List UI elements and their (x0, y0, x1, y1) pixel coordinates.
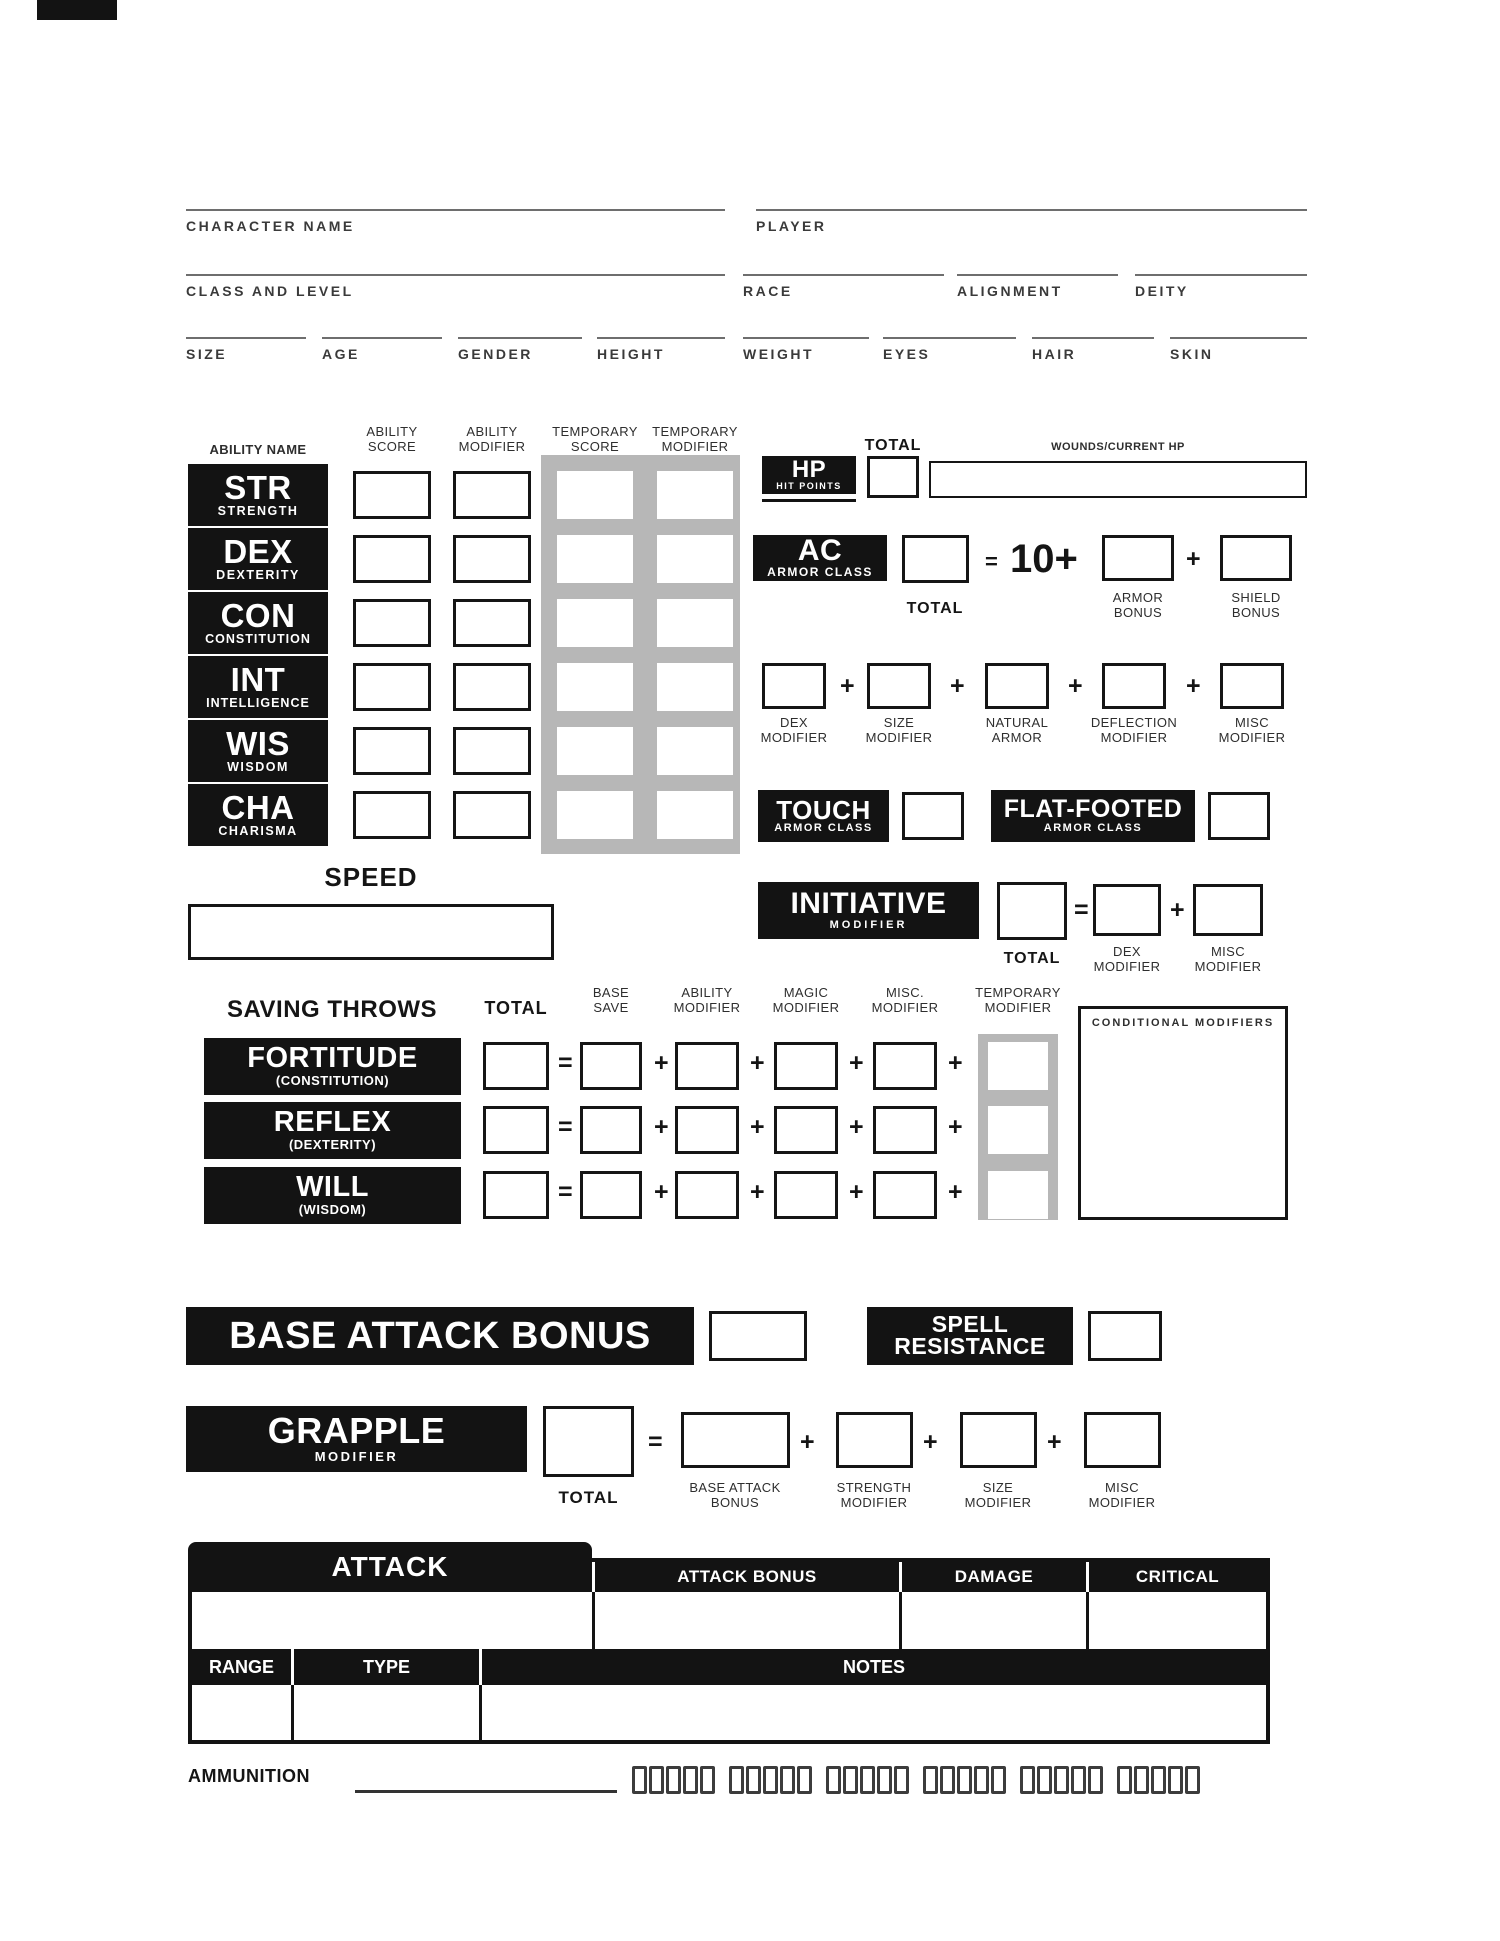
saves-misc-modifier-header: MISC. MODIFIER (871, 985, 939, 1016)
ammo-checkbox[interactable] (780, 1766, 795, 1794)
grapple-bab-label: BASE ATTACK BONUS (689, 1480, 781, 1511)
range-cell[interactable] (192, 1685, 291, 1740)
ac-plus-sign-4: + (1068, 672, 1083, 700)
initiative-dex-box[interactable] (1093, 884, 1161, 936)
spell-resistance-block: SPELL RESISTANCE (867, 1307, 1073, 1365)
deity-field[interactable] (1135, 274, 1307, 276)
ammo-checkbox[interactable] (1088, 1766, 1103, 1794)
ammo-checkbox[interactable] (894, 1766, 909, 1794)
wounds-box[interactable] (929, 461, 1307, 498)
player-group (756, 209, 1307, 234)
dex-score-box[interactable] (353, 535, 431, 583)
class-level-group (186, 274, 725, 299)
ammo-checkbox[interactable] (1151, 1766, 1166, 1794)
wis-temp-score-box[interactable] (557, 727, 633, 775)
ammo-checkbox[interactable] (1134, 1766, 1149, 1794)
ammo-checkbox[interactable] (957, 1766, 972, 1794)
grapple-plus-1: + (800, 1428, 815, 1456)
race-group (743, 274, 944, 299)
will-misc-modifier-box[interactable] (873, 1171, 937, 1219)
deity-group (1135, 274, 1307, 299)
initiative-misc-box[interactable] (1193, 884, 1263, 936)
shield-bonus-box[interactable] (1220, 535, 1292, 581)
ac-dex-modifier-label: DEX MODIFIER (760, 715, 828, 746)
will-equals-sign: = (558, 1178, 573, 1206)
ability-block-int: INT INTELLIGENCE (188, 656, 328, 718)
grapple-size-label: SIZE MODIFIER (964, 1480, 1032, 1511)
ac-base-value: 10+ (1010, 537, 1078, 581)
reflex-block: REFLEX (DEXTERITY) (204, 1102, 461, 1159)
skin-group (1170, 337, 1307, 362)
hp-underline (762, 499, 856, 502)
temporary-score-header: TEMPORARY SCORE (552, 424, 638, 455)
attack-table-tab: ATTACK (188, 1542, 592, 1592)
fortitude-plus-3: + (849, 1049, 864, 1077)
initiative-total-box[interactable] (997, 882, 1067, 940)
con-modifier-box[interactable] (453, 599, 531, 647)
will-total-box[interactable] (483, 1171, 549, 1219)
saves-base-save-header: BASE SAVE (592, 985, 630, 1016)
deity-label: DEITY (1135, 283, 1189, 299)
reflex-plus-1: + (654, 1113, 669, 1141)
alignment-field[interactable] (957, 274, 1118, 276)
fortitude-block: FORTITUDE (CONSTITUTION) (204, 1038, 461, 1095)
weight-field[interactable] (743, 337, 869, 339)
ammo-checkboxes (632, 1766, 1200, 1794)
initiative-equals-sign: = (1074, 896, 1089, 924)
race-field[interactable] (743, 274, 944, 276)
skin-field[interactable] (1170, 337, 1307, 339)
ammo-checkbox[interactable] (860, 1766, 875, 1794)
ammo-checkbox[interactable] (1185, 1766, 1200, 1794)
character-name-field[interactable] (186, 209, 725, 211)
save-row-will (188, 1167, 1288, 1224)
attack-name-cell[interactable] (192, 1592, 592, 1649)
weight-group (743, 337, 869, 362)
wounds-label: WOUNDS/CURRENT HP (1051, 441, 1185, 453)
ammo-checkbox[interactable] (632, 1766, 647, 1794)
fortitude-misc-modifier-box[interactable] (873, 1042, 937, 1090)
ac-misc-modifier-label: MISC MODIFIER (1218, 715, 1286, 746)
ammo-group (826, 1766, 909, 1794)
ac-total-label: TOTAL (906, 600, 964, 617)
ammo-checkbox[interactable] (666, 1766, 681, 1794)
saves-ability-modifier-header: ABILITY MODIFIER (673, 985, 741, 1016)
armor-bonus-box[interactable] (1102, 535, 1174, 581)
ability-block-str: STR STRENGTH (188, 464, 328, 526)
gender-field[interactable] (458, 337, 582, 339)
cha-score-box[interactable] (353, 791, 431, 839)
reflex-misc-modifier-box[interactable] (873, 1106, 937, 1154)
alignment-group (957, 274, 1118, 299)
ac-size-modifier-box[interactable] (867, 663, 931, 709)
ac-plus-sign-1: + (1186, 545, 1201, 573)
age-field[interactable] (322, 337, 442, 339)
ammo-checkbox[interactable] (763, 1766, 778, 1794)
ammo-group (1020, 1766, 1103, 1794)
reflex-plus-2: + (750, 1113, 765, 1141)
grapple-size-box[interactable] (960, 1412, 1037, 1468)
str-temp-score-box[interactable] (557, 471, 633, 519)
hair-label: HAIR (1032, 346, 1077, 362)
con-temp-modifier-box[interactable] (657, 599, 733, 647)
cha-modifier-box[interactable] (453, 791, 531, 839)
class-level-field[interactable] (186, 274, 725, 276)
save-row-reflex (188, 1102, 1288, 1159)
ammo-checkbox[interactable] (991, 1766, 1006, 1794)
saving-throws-title: SAVING THROWS (226, 996, 438, 1023)
ac-misc-modifier-box[interactable] (1220, 663, 1284, 709)
hp-total-box[interactable] (867, 456, 919, 498)
eyes-label: EYES (883, 346, 931, 362)
str-modifier-box[interactable] (453, 471, 531, 519)
ammo-checkbox[interactable] (974, 1766, 989, 1794)
ability-block-wis: WIS WISDOM (188, 720, 328, 782)
fortitude-plus-4: + (948, 1049, 963, 1077)
gender-group (458, 337, 582, 362)
armor-bonus-label: ARMOR BONUS (1112, 590, 1164, 621)
grapple-plus-2: + (923, 1428, 938, 1456)
ammo-checkbox[interactable] (700, 1766, 715, 1794)
conditional-modifiers-label: CONDITIONAL MODIFIERS (1091, 1017, 1275, 1029)
int-temp-modifier-box[interactable] (657, 663, 733, 711)
flat-footed-ac-box[interactable] (1208, 792, 1270, 840)
initiative-total-label: TOTAL (1003, 950, 1061, 967)
grapple-misc-box[interactable] (1084, 1412, 1161, 1468)
grapple-bab-box[interactable] (681, 1412, 790, 1468)
size-field[interactable] (186, 337, 306, 339)
character-name-group (186, 209, 725, 234)
grapple-block: GRAPPLE MODIFIER (186, 1406, 527, 1472)
ac-dex-modifier-box[interactable] (762, 663, 826, 709)
class-level-label: CLASS AND LEVEL (186, 283, 354, 299)
saves-total-header: TOTAL (484, 998, 548, 1018)
ammunition-label: AMMUNITION (188, 1766, 310, 1786)
hair-group (1032, 337, 1154, 362)
corner-mark (37, 0, 117, 20)
weight-label: WEIGHT (743, 346, 814, 362)
height-group (597, 337, 725, 362)
notes-header: NOTES (482, 1649, 1266, 1685)
fortitude-temporary-modifier-box[interactable] (988, 1042, 1048, 1090)
ammo-checkbox[interactable] (1037, 1766, 1052, 1794)
character-name-label: CHARACTER NAME (186, 218, 355, 234)
skin-label: SKIN (1170, 346, 1214, 362)
ac-total-box[interactable] (902, 535, 969, 583)
int-score-box[interactable] (353, 663, 431, 711)
ability-block-dex: DEX DEXTERITY (188, 528, 328, 590)
ammo-checkbox[interactable] (826, 1766, 841, 1794)
touch-ac-box[interactable] (902, 792, 964, 840)
ac-equals-sign: = (985, 549, 998, 574)
player-field[interactable] (756, 209, 1307, 211)
damage-cell[interactable] (902, 1592, 1086, 1649)
spell-resistance-box[interactable] (1088, 1311, 1162, 1361)
reflex-ability-modifier-box[interactable] (675, 1106, 739, 1154)
save-row-fortitude (188, 1038, 1288, 1095)
will-magic-modifier-box[interactable] (774, 1171, 838, 1219)
alignment-label: ALIGNMENT (957, 283, 1063, 299)
reflex-plus-3: + (849, 1113, 864, 1141)
grapple-plus-3: + (1047, 1428, 1062, 1456)
will-plus-2: + (750, 1178, 765, 1206)
ammo-checkbox[interactable] (877, 1766, 892, 1794)
fortitude-plus-1: + (654, 1049, 669, 1077)
attack-bonus-cell[interactable] (595, 1592, 899, 1649)
speed-label: SPEED (324, 862, 418, 892)
ammo-checkbox[interactable] (683, 1766, 698, 1794)
will-plus-4: + (948, 1178, 963, 1206)
initiative-block: INITIATIVE MODIFIER (758, 882, 979, 939)
int-temp-score-box[interactable] (557, 663, 633, 711)
ammo-checkbox[interactable] (746, 1766, 761, 1794)
ammo-checkbox[interactable] (940, 1766, 955, 1794)
shield-bonus-label: SHIELD BONUS (1231, 590, 1281, 621)
ac-plus-sign-3: + (950, 672, 965, 700)
ac-plus-sign-2: + (840, 672, 855, 700)
grapple-equals-sign: = (648, 1428, 663, 1456)
wis-temp-modifier-box[interactable] (657, 727, 733, 775)
ammo-group (729, 1766, 812, 1794)
ac-plus-sign-5: + (1186, 672, 1201, 700)
speed-box[interactable] (188, 904, 554, 960)
range-header: RANGE (192, 1649, 291, 1685)
ammo-checkbox[interactable] (843, 1766, 858, 1794)
ability-name-header: ABILITY NAME (209, 442, 307, 457)
fortitude-ability-modifier-box[interactable] (675, 1042, 739, 1090)
grapple-strength-box[interactable] (836, 1412, 913, 1468)
hair-field[interactable] (1032, 337, 1154, 339)
ammo-checkbox[interactable] (729, 1766, 744, 1794)
con-score-box[interactable] (353, 599, 431, 647)
grapple-total-label: TOTAL (558, 1488, 619, 1507)
reflex-magic-modifier-box[interactable] (774, 1106, 838, 1154)
ability-block-cha: CHA CHARISMA (188, 784, 328, 846)
ac-size-modifier-label: SIZE MODIFIER (865, 715, 933, 746)
ac-natural-armor-label: NATURAL ARMOR (985, 715, 1049, 746)
ability-block-con: CON CONSTITUTION (188, 592, 328, 654)
ammo-checkbox[interactable] (1117, 1766, 1132, 1794)
will-plus-1: + (654, 1178, 669, 1206)
hp-total-label: TOTAL (864, 437, 922, 454)
ac-deflection-modifier-label: DEFLECTION MODIFIER (1090, 715, 1178, 746)
damage-header: DAMAGE (902, 1562, 1086, 1592)
will-plus-3: + (849, 1178, 864, 1206)
cha-temp-score-box[interactable] (557, 791, 633, 839)
reflex-equals-sign: = (558, 1113, 573, 1141)
grapple-misc-label: MISC MODIFIER (1088, 1480, 1156, 1511)
dex-modifier-box[interactable] (453, 535, 531, 583)
fortitude-plus-2: + (750, 1049, 765, 1077)
cha-temp-modifier-box[interactable] (657, 791, 733, 839)
grapple-strength-label: STRENGTH MODIFIER (836, 1480, 912, 1511)
reflex-total-box[interactable] (483, 1106, 549, 1154)
ammo-checkbox[interactable] (649, 1766, 664, 1794)
dex-temp-modifier-box[interactable] (657, 535, 733, 583)
will-block: WILL (WISDOM) (204, 1167, 461, 1224)
eyes-group (883, 337, 1016, 362)
will-base-save-box[interactable] (580, 1171, 642, 1219)
type-cell[interactable] (294, 1685, 479, 1740)
ammo-checkbox[interactable] (1168, 1766, 1183, 1794)
attack-bonus-header: ATTACK BONUS (595, 1562, 899, 1592)
wis-modifier-box[interactable] (453, 727, 531, 775)
will-ability-modifier-box[interactable] (675, 1171, 739, 1219)
dex-temp-score-box[interactable] (557, 535, 633, 583)
str-score-box[interactable] (353, 471, 431, 519)
ammo-group (1117, 1766, 1200, 1794)
flat-footed-ac-block: FLAT-FOOTED ARMOR CLASS (991, 790, 1195, 842)
base-attack-bonus-block: BASE ATTACK BONUS (186, 1307, 694, 1365)
int-modifier-box[interactable] (453, 663, 531, 711)
ammo-group (632, 1766, 715, 1794)
ability-modifier-header: ABILITY MODIFIER (458, 424, 526, 455)
height-label: HEIGHT (597, 346, 665, 362)
reflex-temporary-modifier-box[interactable] (988, 1106, 1048, 1154)
ac-deflection-modifier-box[interactable] (1102, 663, 1166, 709)
touch-ac-block: TOUCH ARMOR CLASS (758, 790, 889, 842)
eyes-field[interactable] (883, 337, 1016, 339)
critical-cell[interactable] (1089, 1592, 1266, 1649)
con-temp-score-box[interactable] (557, 599, 633, 647)
grapple-total-box[interactable] (543, 1406, 634, 1477)
saves-magic-modifier-header: MAGIC MODIFIER (772, 985, 840, 1016)
ac-block: AC ARMOR CLASS (753, 535, 887, 581)
saves-temporary-modifier-header: TEMPORARY MODIFIER (975, 985, 1061, 1016)
critical-header: CRITICAL (1089, 1562, 1266, 1592)
initiative-plus-sign: + (1170, 896, 1185, 924)
initiative-misc-label: MISC MODIFIER (1194, 944, 1262, 975)
notes-cell[interactable] (482, 1685, 1266, 1740)
ac-natural-armor-box[interactable] (985, 663, 1049, 709)
age-group (322, 337, 442, 362)
ammo-checkbox[interactable] (1071, 1766, 1086, 1794)
initiative-dex-label: DEX MODIFIER (1093, 944, 1161, 975)
fortitude-total-box[interactable] (483, 1042, 549, 1090)
reflex-base-save-box[interactable] (580, 1106, 642, 1154)
race-label: RACE (743, 283, 793, 299)
ammunition-field[interactable] (355, 1790, 617, 1793)
ammo-checkbox[interactable] (1020, 1766, 1035, 1794)
size-group (186, 337, 306, 362)
size-label: SIZE (186, 346, 228, 362)
height-field[interactable] (597, 337, 725, 339)
fortitude-base-save-box[interactable] (580, 1042, 642, 1090)
fortitude-equals-sign: = (558, 1049, 573, 1077)
wis-score-box[interactable] (353, 727, 431, 775)
type-header: TYPE (294, 1649, 479, 1685)
fortitude-magic-modifier-box[interactable] (774, 1042, 838, 1090)
player-label: PLAYER (756, 218, 827, 234)
temporary-modifier-header: TEMPORARY MODIFIER (652, 424, 738, 455)
ability-score-header: ABILITY SCORE (366, 424, 418, 455)
base-attack-bonus-box[interactable] (709, 1311, 807, 1361)
str-temp-modifier-box[interactable] (657, 471, 733, 519)
ammo-checkbox[interactable] (797, 1766, 812, 1794)
gender-label: GENDER (458, 346, 533, 362)
ammo-group (923, 1766, 1006, 1794)
ammo-checkbox[interactable] (923, 1766, 938, 1794)
hp-block: HP HIT POINTS (762, 456, 856, 494)
will-temporary-modifier-box[interactable] (988, 1171, 1048, 1219)
reflex-plus-4: + (948, 1113, 963, 1141)
age-label: AGE (322, 346, 360, 362)
ammo-checkbox[interactable] (1054, 1766, 1069, 1794)
